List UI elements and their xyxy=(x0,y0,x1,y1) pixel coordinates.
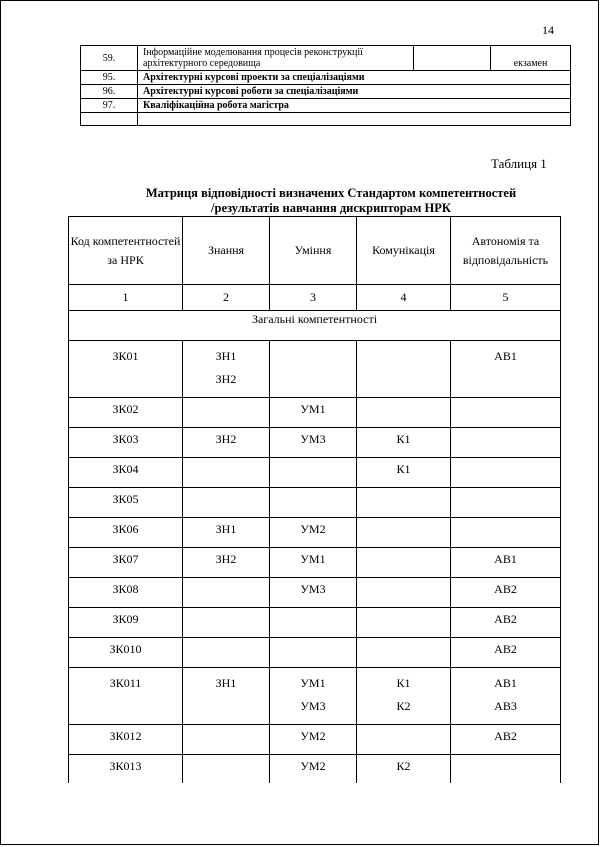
cell-value xyxy=(451,428,560,432)
cell-value xyxy=(451,518,560,522)
autonomy-cell xyxy=(451,428,561,458)
skills-cell xyxy=(270,755,357,784)
table-row xyxy=(69,518,561,548)
competency-code xyxy=(69,608,183,638)
page-number: 14 xyxy=(542,23,554,37)
cell-value xyxy=(357,725,450,729)
cell-value: ЗН2 xyxy=(215,552,237,566)
cell-value: К1 xyxy=(396,462,411,476)
skills-cell xyxy=(270,638,357,668)
communication-cell xyxy=(357,668,451,725)
competency-code xyxy=(69,488,183,518)
row-number: 97. xyxy=(81,99,138,113)
autonomy-cell xyxy=(451,755,561,784)
curriculum-table xyxy=(80,45,571,126)
autonomy-cell xyxy=(451,548,561,578)
cell-value xyxy=(270,608,356,612)
autonomy-cell xyxy=(451,341,561,398)
skills-cell xyxy=(270,578,357,608)
cell-value xyxy=(357,518,450,522)
communication-cell xyxy=(357,341,451,398)
cell-value: АВ1 xyxy=(494,349,517,363)
competency-code xyxy=(69,518,183,548)
column-number: 2 xyxy=(183,285,270,311)
skills-cell xyxy=(270,398,357,428)
table-row xyxy=(69,578,561,608)
skills-cell xyxy=(270,518,357,548)
table-row xyxy=(69,488,561,518)
skills-cell xyxy=(270,488,357,518)
cell-value xyxy=(183,398,269,402)
course-name: Кваліфікаційна робота магістра xyxy=(138,99,571,113)
cell-value-second: ЗН2 xyxy=(215,372,237,386)
competency-code xyxy=(69,668,183,725)
cell-value xyxy=(357,608,450,612)
skills-cell xyxy=(270,341,357,398)
cell-value: ЗН2 xyxy=(215,432,237,446)
autonomy-cell xyxy=(451,638,561,668)
cell-value-second: УМ3 xyxy=(300,699,326,713)
skills-cell xyxy=(270,428,357,458)
communication-cell xyxy=(357,578,451,608)
header-communication: Комунікація xyxy=(357,217,451,285)
cell-value: ЗК08 xyxy=(112,582,139,596)
table-row xyxy=(69,638,561,668)
section-title: Загальні компетентності xyxy=(251,312,378,326)
cell-value: ЗК03 xyxy=(112,432,139,446)
communication-cell xyxy=(357,725,451,755)
course-name: Архітектурні курсові проекти за спеціалізаціями xyxy=(138,71,571,85)
matrix-title-line-2: /результатів навчання дискрипторам НРК xyxy=(211,201,451,215)
knowledge-cell xyxy=(183,578,270,608)
cell-value: УМ2 xyxy=(300,522,326,536)
cell-value: ЗК05 xyxy=(112,492,139,506)
cell-value xyxy=(183,725,269,729)
cell-value: ЗК012 xyxy=(109,729,142,743)
table-row xyxy=(69,725,561,755)
exam-type: екзамен xyxy=(491,46,571,71)
header-autonomy: Автономія та відповідальність xyxy=(451,217,561,285)
cell-value xyxy=(270,341,356,345)
competency-matrix-table xyxy=(68,216,561,783)
course-name: Інформаційне моделювання процесів реконструкції архітектурного середовища xyxy=(138,46,414,71)
cell-value xyxy=(451,755,560,759)
cell-value xyxy=(357,341,450,345)
cell-value: ЗН1 xyxy=(215,349,237,363)
cell-value xyxy=(183,488,269,492)
column-number-row xyxy=(69,285,561,311)
table-row xyxy=(69,668,561,725)
cell-value xyxy=(357,578,450,582)
communication-cell xyxy=(357,458,451,488)
autonomy-cell xyxy=(451,488,561,518)
table-row xyxy=(69,608,561,638)
cell-value xyxy=(183,608,269,612)
cell-value xyxy=(183,458,269,462)
autonomy-cell xyxy=(451,578,561,608)
table-row xyxy=(69,398,561,428)
competency-code xyxy=(69,341,183,398)
knowledge-cell xyxy=(183,398,270,428)
cell-value: ЗК06 xyxy=(112,522,139,536)
column-number: 3 xyxy=(270,285,357,311)
header-code: Код компетентностей за НРК xyxy=(69,217,183,285)
knowledge-cell xyxy=(183,638,270,668)
competency-code xyxy=(69,578,183,608)
cell-value: К1 xyxy=(396,676,411,690)
table-row xyxy=(69,428,561,458)
knowledge-cell xyxy=(183,755,270,784)
table-row xyxy=(81,71,571,85)
competency-code xyxy=(69,428,183,458)
communication-cell xyxy=(357,518,451,548)
cell-value xyxy=(357,638,450,642)
header-skills: Уміння xyxy=(270,217,357,285)
table-row xyxy=(69,458,561,488)
knowledge-cell xyxy=(183,458,270,488)
cell-value xyxy=(357,398,450,402)
skills-cell xyxy=(270,608,357,638)
communication-cell xyxy=(357,428,451,458)
cell-value: УМ1 xyxy=(300,676,326,690)
empty-cell xyxy=(138,113,571,126)
row-number: 59. xyxy=(81,46,138,71)
skills-cell xyxy=(270,548,357,578)
cell-value: УМ1 xyxy=(300,552,326,566)
matrix-title xyxy=(81,186,581,216)
table-row xyxy=(69,548,561,578)
cell-value: УМ3 xyxy=(300,582,326,596)
cell-value xyxy=(357,548,450,552)
knowledge-cell xyxy=(183,488,270,518)
competency-code xyxy=(69,548,183,578)
cell-value: АВ2 xyxy=(494,642,517,656)
cell-value: УМ3 xyxy=(300,432,326,446)
communication-cell xyxy=(357,638,451,668)
knowledge-cell xyxy=(183,341,270,398)
table-row xyxy=(81,85,571,99)
knowledge-cell xyxy=(183,668,270,725)
column-number: 1 xyxy=(69,285,183,311)
cell-value xyxy=(183,578,269,582)
header-row xyxy=(69,217,561,285)
row-number: 95. xyxy=(81,71,138,85)
cell-value: ЗК09 xyxy=(112,612,139,626)
cell-value: АВ1 xyxy=(494,552,517,566)
table-label: Таблиця 1 xyxy=(491,156,547,171)
knowledge-cell xyxy=(183,608,270,638)
cell-value xyxy=(270,638,356,642)
knowledge-cell xyxy=(183,548,270,578)
cell-value: АВ2 xyxy=(494,582,517,596)
communication-cell xyxy=(357,755,451,784)
skills-cell xyxy=(270,668,357,725)
autonomy-cell xyxy=(451,398,561,428)
cell-value-second: АВ3 xyxy=(494,699,517,713)
autonomy-cell xyxy=(451,725,561,755)
cell-value xyxy=(451,488,560,492)
competency-code xyxy=(69,398,183,428)
section-row xyxy=(69,311,561,341)
table-row xyxy=(69,755,561,784)
skills-cell xyxy=(270,458,357,488)
autonomy-cell xyxy=(451,668,561,725)
matrix-title-line-1: Матриця відповідності визначених Стандартом компетентностей xyxy=(145,186,517,200)
cell-value xyxy=(270,488,356,492)
cell-value: ЗК01 xyxy=(112,349,139,363)
cell-value: УМ2 xyxy=(300,729,326,743)
empty-cell xyxy=(414,46,491,71)
row-number: 96. xyxy=(81,85,138,99)
cell-value-second: К2 xyxy=(396,699,411,713)
cell-value: ЗН1 xyxy=(215,676,237,690)
column-number: 5 xyxy=(451,285,561,311)
knowledge-cell xyxy=(183,428,270,458)
cell-value xyxy=(183,638,269,642)
empty-cell xyxy=(81,113,138,126)
cell-value xyxy=(451,398,560,402)
table-row xyxy=(81,46,571,71)
cell-value xyxy=(451,458,560,462)
cell-value xyxy=(357,488,450,492)
cell-value: УМ1 xyxy=(300,402,326,416)
communication-cell xyxy=(357,548,451,578)
cell-value: К2 xyxy=(396,759,411,773)
cell-value: ЗН1 xyxy=(215,522,237,536)
competency-code xyxy=(69,638,183,668)
cell-value: УМ2 xyxy=(300,759,326,773)
cell-value: ЗК011 xyxy=(109,676,142,690)
table-row xyxy=(81,99,571,113)
autonomy-cell xyxy=(451,458,561,488)
header-knowledge: Знання xyxy=(183,217,270,285)
course-name: Архітектурні курсові роботи за спеціалізаціями xyxy=(138,85,571,99)
autonomy-cell xyxy=(451,608,561,638)
table-row xyxy=(69,341,561,398)
competency-code xyxy=(69,458,183,488)
cell-value xyxy=(183,755,269,759)
cell-value: ЗК013 xyxy=(109,759,142,773)
cell-value: АВ2 xyxy=(494,612,517,626)
cell-value: ЗК07 xyxy=(112,552,139,566)
autonomy-cell xyxy=(451,518,561,548)
communication-cell xyxy=(357,398,451,428)
competency-code xyxy=(69,755,183,784)
communication-cell xyxy=(357,608,451,638)
table-row xyxy=(81,113,571,126)
cell-value: ЗК010 xyxy=(109,642,142,656)
knowledge-cell xyxy=(183,725,270,755)
skills-cell xyxy=(270,725,357,755)
cell-value: АВ1 xyxy=(494,676,517,690)
cell-value: АВ2 xyxy=(494,729,517,743)
column-number: 4 xyxy=(357,285,451,311)
section-title-cell xyxy=(69,311,561,341)
knowledge-cell xyxy=(183,518,270,548)
cell-value: К1 xyxy=(396,432,411,446)
competency-code xyxy=(69,725,183,755)
cell-value xyxy=(270,458,356,462)
communication-cell xyxy=(357,488,451,518)
cell-value: ЗК04 xyxy=(112,462,139,476)
cell-value: ЗК02 xyxy=(112,402,139,416)
